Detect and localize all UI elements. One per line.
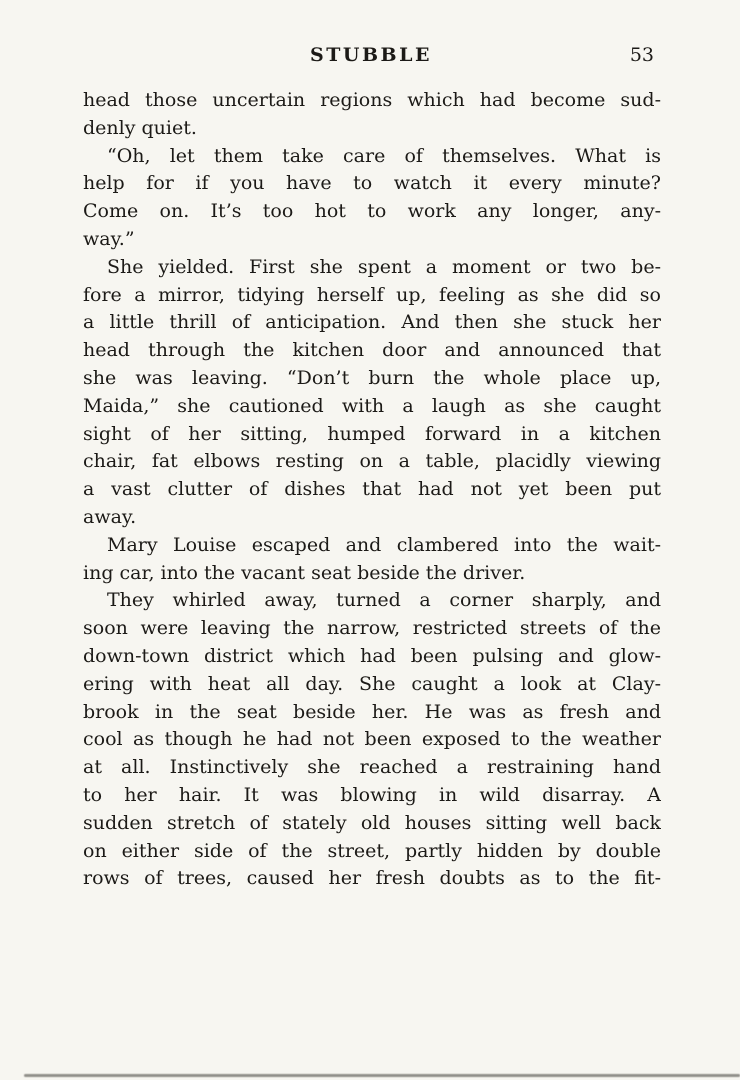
text-line: to her hair. It was blowing in wild disarray. A — [83, 783, 661, 806]
paragraph — [83, 254, 661, 532]
paragraph — [83, 587, 661, 893]
text-line: on either side of the street, partly hidden by double — [83, 839, 661, 862]
text-line: help for if you have to watch it every minute? — [83, 172, 661, 195]
page-body — [83, 87, 661, 893]
text-line: sight of her sitting, humped forward in a kitchen — [83, 422, 661, 445]
text-line: Mary Louise escaped and clambered into the wait- — [107, 533, 661, 556]
text-line: Come on. It’s too hot to work any longer, any- — [83, 200, 661, 223]
text-line: head through the kitchen door and announced that — [83, 339, 661, 362]
page-number: 53 — [629, 44, 654, 66]
text-line: They whirled away, turned a corner sharply, and — [107, 589, 661, 612]
paragraph — [83, 143, 661, 254]
text-line: head those uncertain regions which had become sud- — [83, 89, 661, 111]
text-line: Maida,” she cautioned with a laugh as she caught — [83, 394, 661, 417]
scan-edge-artifact — [24, 1074, 740, 1077]
text-line: she was leaving. “Don’t burn the whole place up, — [83, 366, 661, 389]
text-line: away. — [83, 505, 137, 528]
text-line: She yielded. First she spent a moment or two be- — [107, 255, 661, 278]
paragraph — [83, 87, 661, 143]
text-line: ering with heat all day. She caught a look at Clay- — [83, 672, 661, 695]
running-title: STUBBLE — [310, 44, 432, 66]
text-line: a little thrill of anticipation. And then she stuck her — [83, 311, 661, 334]
paragraph — [83, 532, 661, 588]
text-line: at all. Instinctively she reached a restraining hand — [83, 756, 661, 779]
text-line: brook in the seat beside her. He was as fresh and — [83, 700, 661, 723]
text-line: a vast clutter of dishes that had not yet been put — [83, 478, 661, 501]
text-line: ing car, into the vacant seat beside the driver. — [83, 561, 526, 584]
page-header — [84, 44, 658, 72]
text-line: way.” — [83, 227, 135, 250]
text-line: chair, fat elbows resting on a table, placidly viewing — [83, 450, 661, 473]
text-line: fore a mirror, tidying herself up, feeling as she did so — [83, 283, 661, 306]
text-line: “Oh, let them take care of themselves. What is — [107, 144, 661, 167]
text-line: cool as though he had not been exposed to the weather — [83, 728, 661, 751]
text-line: down-town district which had been pulsing and glow- — [83, 644, 661, 667]
text-line: soon were leaving the narrow, restricted streets of the — [83, 617, 661, 640]
text-line: sudden stretch of stately old houses sitting well back — [83, 811, 661, 834]
text-line: rows of trees, caused her fresh doubts as to the fit- — [83, 867, 661, 890]
text-line: denly quiet. — [83, 116, 197, 139]
